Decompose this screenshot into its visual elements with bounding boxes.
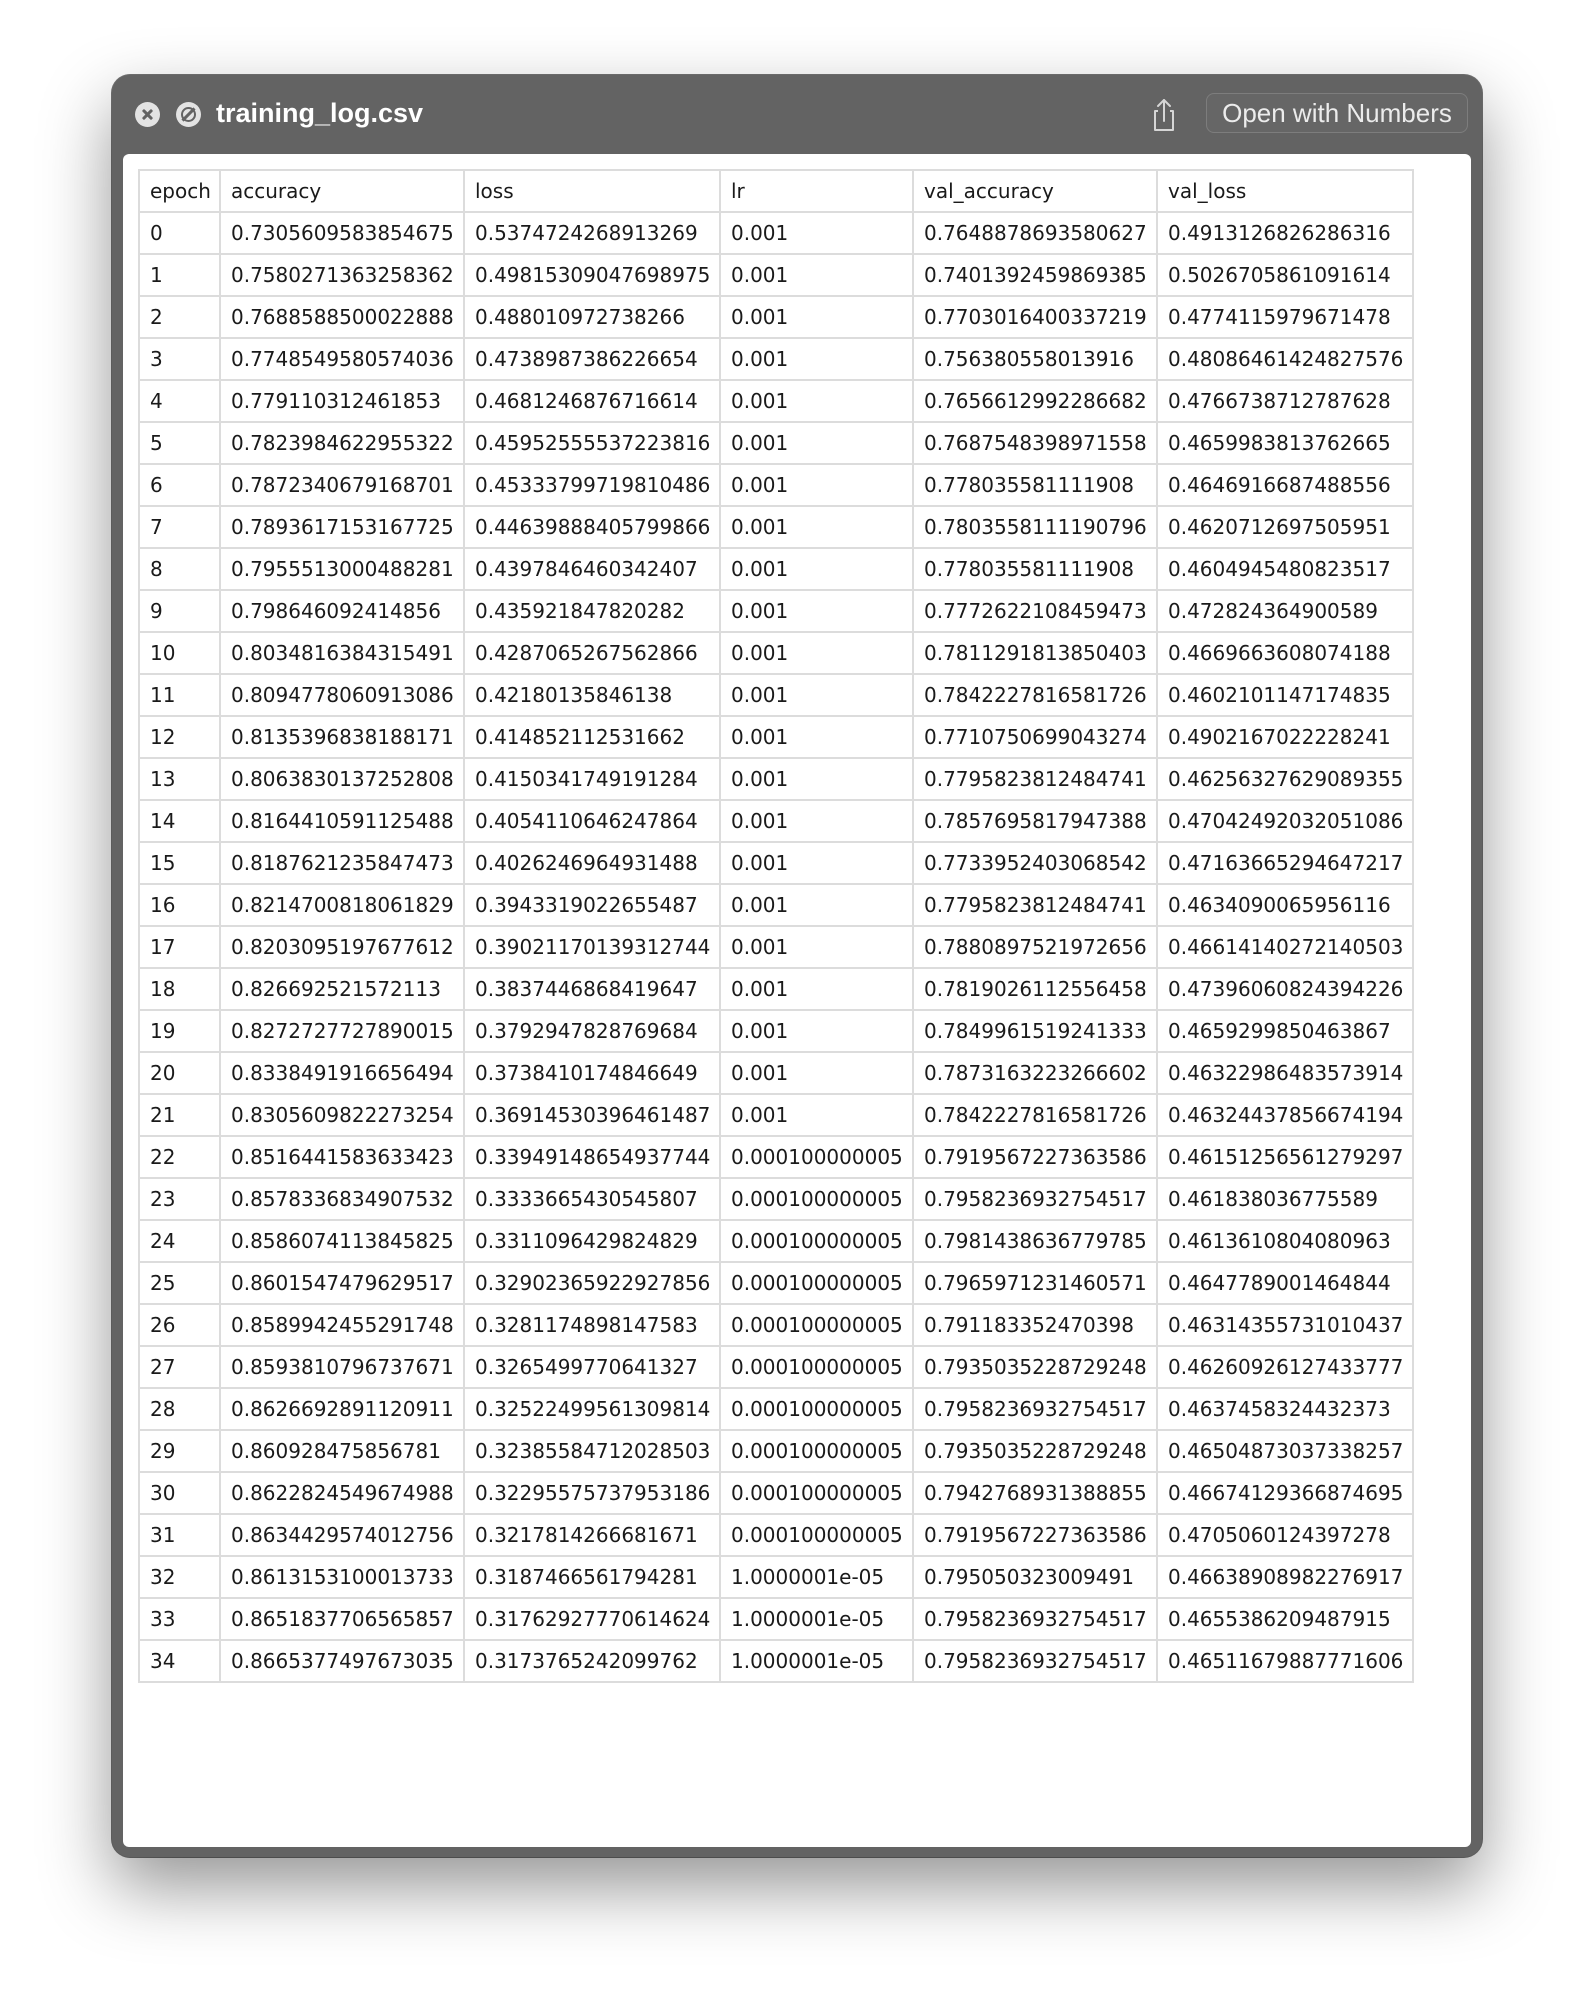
table-cell-val-accuracy: 0.7919567227363586 bbox=[913, 1136, 1157, 1178]
table-cell-val-loss: 0.46638908982276917 bbox=[1157, 1556, 1413, 1598]
table-row bbox=[139, 1220, 1413, 1262]
table-row bbox=[139, 1052, 1413, 1094]
block-icon[interactable] bbox=[176, 102, 201, 127]
table-cell-epoch: 10 bbox=[139, 632, 220, 674]
table-cell-loss: 0.45952555537223816 bbox=[464, 422, 720, 464]
table-cell-accuracy: 0.8187621235847473 bbox=[220, 842, 464, 884]
table-cell-val-accuracy: 0.7772622108459473 bbox=[913, 590, 1157, 632]
table-cell-epoch: 27 bbox=[139, 1346, 220, 1388]
table-cell-val-loss: 0.4766738712787628 bbox=[1157, 380, 1413, 422]
table-cell-val-loss: 0.4637458324432373 bbox=[1157, 1388, 1413, 1430]
table-cell-val-accuracy: 0.7811291813850403 bbox=[913, 632, 1157, 674]
table-cell-loss: 0.414852112531662 bbox=[464, 716, 720, 758]
table-row bbox=[139, 548, 1413, 590]
table-cell-val-accuracy: 0.7703016400337219 bbox=[913, 296, 1157, 338]
table-cell-val-loss: 0.4902167022228241 bbox=[1157, 716, 1413, 758]
table-header-row bbox=[139, 170, 1413, 212]
table-cell-val-accuracy: 0.7857695817947388 bbox=[913, 800, 1157, 842]
table-cell-epoch: 24 bbox=[139, 1220, 220, 1262]
table-row bbox=[139, 422, 1413, 464]
table-cell-epoch: 3 bbox=[139, 338, 220, 380]
table-row bbox=[139, 1094, 1413, 1136]
table-cell-accuracy: 0.8135396838188171 bbox=[220, 716, 464, 758]
table-row bbox=[139, 1178, 1413, 1220]
table-cell-val-accuracy: 0.7942768931388855 bbox=[913, 1472, 1157, 1514]
table-row bbox=[139, 590, 1413, 632]
table-cell-val-accuracy: 0.7842227816581726 bbox=[913, 674, 1157, 716]
table-cell-loss: 0.4054110646247864 bbox=[464, 800, 720, 842]
table-cell-accuracy: 0.8593810796737671 bbox=[220, 1346, 464, 1388]
table-cell-accuracy: 0.8094778060913086 bbox=[220, 674, 464, 716]
table-cell-loss: 0.3792947828769684 bbox=[464, 1010, 720, 1052]
table-cell-accuracy: 0.798646092414856 bbox=[220, 590, 464, 632]
table-cell-val-accuracy: 0.7958236932754517 bbox=[913, 1598, 1157, 1640]
table-cell-val-loss: 0.5026705861091614 bbox=[1157, 254, 1413, 296]
table-row bbox=[139, 758, 1413, 800]
column-header-epoch: epoch bbox=[139, 170, 220, 212]
table-cell-accuracy: 0.8272727727890015 bbox=[220, 1010, 464, 1052]
table-cell-val-accuracy: 0.7803558111190796 bbox=[913, 506, 1157, 548]
table-cell-lr: 0.001 bbox=[720, 254, 913, 296]
table-cell-epoch: 29 bbox=[139, 1430, 220, 1472]
table-cell-accuracy: 0.8622824549674988 bbox=[220, 1472, 464, 1514]
table-cell-val-loss: 0.4655386209487915 bbox=[1157, 1598, 1413, 1640]
table-cell-val-loss: 0.4647789001464844 bbox=[1157, 1262, 1413, 1304]
table-cell-val-loss: 0.46151256561279297 bbox=[1157, 1136, 1413, 1178]
table-cell-loss: 0.3173765242099762 bbox=[464, 1640, 720, 1682]
table-cell-lr: 1.0000001e-05 bbox=[720, 1556, 913, 1598]
table-cell-val-loss: 0.47042492032051086 bbox=[1157, 800, 1413, 842]
table-cell-epoch: 21 bbox=[139, 1094, 220, 1136]
title-bar bbox=[112, 75, 1482, 151]
table-cell-lr: 0.001 bbox=[720, 506, 913, 548]
table-cell-accuracy: 0.8586074113845825 bbox=[220, 1220, 464, 1262]
table-cell-loss: 0.42180135846138 bbox=[464, 674, 720, 716]
table-row bbox=[139, 1472, 1413, 1514]
table-cell-loss: 0.32522499561309814 bbox=[464, 1388, 720, 1430]
table-row bbox=[139, 1430, 1413, 1472]
table-cell-val-accuracy: 0.7687548398971558 bbox=[913, 422, 1157, 464]
table-cell-accuracy: 0.7580271363258362 bbox=[220, 254, 464, 296]
table-cell-val-loss: 0.472824364900589 bbox=[1157, 590, 1413, 632]
table-cell-accuracy: 0.8338491916656494 bbox=[220, 1052, 464, 1094]
table-cell-val-loss: 0.4646916687488556 bbox=[1157, 464, 1413, 506]
data-table bbox=[138, 169, 1414, 1683]
table-cell-lr: 0.001 bbox=[720, 716, 913, 758]
table-cell-val-accuracy: 0.756380558013916 bbox=[913, 338, 1157, 380]
table-cell-val-loss: 0.4659983813762665 bbox=[1157, 422, 1413, 464]
table-cell-val-loss: 0.4634090065956116 bbox=[1157, 884, 1413, 926]
table-cell-epoch: 9 bbox=[139, 590, 220, 632]
table-cell-loss: 0.5374724268913269 bbox=[464, 212, 720, 254]
table-cell-accuracy: 0.7823984622955322 bbox=[220, 422, 464, 464]
table-cell-accuracy: 0.8063830137252808 bbox=[220, 758, 464, 800]
column-header-val-accuracy: val_accuracy bbox=[913, 170, 1157, 212]
table-cell-val-accuracy: 0.7919567227363586 bbox=[913, 1514, 1157, 1556]
table-cell-lr: 0.000100000005 bbox=[720, 1136, 913, 1178]
table-row bbox=[139, 1346, 1413, 1388]
table-cell-val-accuracy: 0.7733952403068542 bbox=[913, 842, 1157, 884]
table-cell-lr: 0.001 bbox=[720, 422, 913, 464]
table-cell-lr: 0.000100000005 bbox=[720, 1388, 913, 1430]
table-cell-accuracy: 0.8626692891120911 bbox=[220, 1388, 464, 1430]
table-cell-lr: 0.001 bbox=[720, 800, 913, 842]
table-cell-epoch: 33 bbox=[139, 1598, 220, 1640]
table-cell-val-accuracy: 0.7958236932754517 bbox=[913, 1178, 1157, 1220]
table-cell-accuracy: 0.8516441583633423 bbox=[220, 1136, 464, 1178]
table-cell-loss: 0.32902365922927856 bbox=[464, 1262, 720, 1304]
table-cell-loss: 0.31762927770614624 bbox=[464, 1598, 720, 1640]
table-cell-val-accuracy: 0.7958236932754517 bbox=[913, 1640, 1157, 1682]
table-cell-accuracy: 0.8665377497673035 bbox=[220, 1640, 464, 1682]
table-row bbox=[139, 968, 1413, 1010]
table-cell-loss: 0.488010972738266 bbox=[464, 296, 720, 338]
table-cell-epoch: 34 bbox=[139, 1640, 220, 1682]
table-row bbox=[139, 800, 1413, 842]
table-cell-epoch: 17 bbox=[139, 926, 220, 968]
table-cell-loss: 0.44639888405799866 bbox=[464, 506, 720, 548]
table-cell-val-loss: 0.46324437856674194 bbox=[1157, 1094, 1413, 1136]
open-with-numbers-button[interactable]: Open with Numbers bbox=[1206, 93, 1468, 133]
table-cell-epoch: 31 bbox=[139, 1514, 220, 1556]
table-cell-loss: 0.3311096429824829 bbox=[464, 1220, 720, 1262]
table-cell-accuracy: 0.860928475856781 bbox=[220, 1430, 464, 1472]
table-cell-val-accuracy: 0.778035581111908 bbox=[913, 548, 1157, 590]
table-cell-val-loss: 0.4659299850463867 bbox=[1157, 1010, 1413, 1052]
table-cell-loss: 0.3265499770641327 bbox=[464, 1346, 720, 1388]
table-row bbox=[139, 632, 1413, 674]
table-cell-epoch: 12 bbox=[139, 716, 220, 758]
table-cell-epoch: 15 bbox=[139, 842, 220, 884]
table-cell-loss: 0.49815309047698975 bbox=[464, 254, 720, 296]
table-row bbox=[139, 1304, 1413, 1346]
table-cell-epoch: 28 bbox=[139, 1388, 220, 1430]
table-cell-lr: 0.001 bbox=[720, 632, 913, 674]
table-row bbox=[139, 674, 1413, 716]
table-cell-epoch: 14 bbox=[139, 800, 220, 842]
table-cell-val-loss: 0.4604945480823517 bbox=[1157, 548, 1413, 590]
table-cell-accuracy: 0.8589942455291748 bbox=[220, 1304, 464, 1346]
window-title: training_log.csv bbox=[216, 98, 424, 128]
table-cell-accuracy: 0.7305609583854675 bbox=[220, 212, 464, 254]
table-cell-accuracy: 0.7748549580574036 bbox=[220, 338, 464, 380]
table-cell-lr: 0.000100000005 bbox=[720, 1514, 913, 1556]
table-cell-epoch: 5 bbox=[139, 422, 220, 464]
table-cell-accuracy: 0.8203095197677612 bbox=[220, 926, 464, 968]
table-cell-epoch: 22 bbox=[139, 1136, 220, 1178]
table-cell-val-accuracy: 0.7710750699043274 bbox=[913, 716, 1157, 758]
table-cell-lr: 0.000100000005 bbox=[720, 1472, 913, 1514]
table-cell-val-accuracy: 0.7795823812484741 bbox=[913, 884, 1157, 926]
table-cell-lr: 0.001 bbox=[720, 926, 913, 968]
table-cell-epoch: 32 bbox=[139, 1556, 220, 1598]
table-cell-accuracy: 0.7872340679168701 bbox=[220, 464, 464, 506]
table-cell-val-loss: 0.47163665294647217 bbox=[1157, 842, 1413, 884]
table-cell-loss: 0.3943319022655487 bbox=[464, 884, 720, 926]
table-cell-epoch: 6 bbox=[139, 464, 220, 506]
table-cell-loss: 0.435921847820282 bbox=[464, 590, 720, 632]
table-cell-val-loss: 0.4669663608074188 bbox=[1157, 632, 1413, 674]
table-cell-lr: 0.001 bbox=[720, 842, 913, 884]
table-cell-val-loss: 0.4620712697505951 bbox=[1157, 506, 1413, 548]
table-cell-accuracy: 0.8164410591125488 bbox=[220, 800, 464, 842]
table-cell-accuracy: 0.8601547479629517 bbox=[220, 1262, 464, 1304]
table-cell-loss: 0.45333799719810486 bbox=[464, 464, 720, 506]
table-cell-loss: 0.4026246964931488 bbox=[464, 842, 720, 884]
table-cell-val-accuracy: 0.7656612992286682 bbox=[913, 380, 1157, 422]
table-cell-accuracy: 0.8651837706565857 bbox=[220, 1598, 464, 1640]
table-cell-lr: 0.001 bbox=[720, 380, 913, 422]
table-cell-lr: 0.001 bbox=[720, 758, 913, 800]
table-cell-val-accuracy: 0.791183352470398 bbox=[913, 1304, 1157, 1346]
table-cell-accuracy: 0.8034816384315491 bbox=[220, 632, 464, 674]
table-cell-accuracy: 0.8305609822273254 bbox=[220, 1094, 464, 1136]
table-cell-val-accuracy: 0.795050323009491 bbox=[913, 1556, 1157, 1598]
table-cell-loss: 0.4150341749191284 bbox=[464, 758, 720, 800]
table-cell-lr: 0.001 bbox=[720, 1094, 913, 1136]
table-cell-loss: 0.3217814266681671 bbox=[464, 1514, 720, 1556]
table-cell-val-accuracy: 0.7935035228729248 bbox=[913, 1346, 1157, 1388]
table-cell-val-loss: 0.46314355731010437 bbox=[1157, 1304, 1413, 1346]
table-cell-val-accuracy: 0.7880897521972656 bbox=[913, 926, 1157, 968]
table-cell-accuracy: 0.7955513000488281 bbox=[220, 548, 464, 590]
table-cell-loss: 0.4287065267562866 bbox=[464, 632, 720, 674]
table-cell-val-accuracy: 0.7795823812484741 bbox=[913, 758, 1157, 800]
table-cell-loss: 0.33949148654937744 bbox=[464, 1136, 720, 1178]
table-cell-val-loss: 0.4913126826286316 bbox=[1157, 212, 1413, 254]
table-row bbox=[139, 506, 1413, 548]
table-cell-val-loss: 0.4705060124397278 bbox=[1157, 1514, 1413, 1556]
table-row bbox=[139, 380, 1413, 422]
column-header-accuracy: accuracy bbox=[220, 170, 464, 212]
table-cell-val-accuracy: 0.7873163223266602 bbox=[913, 1052, 1157, 1094]
table-row bbox=[139, 926, 1413, 968]
table-cell-val-loss: 0.46504873037338257 bbox=[1157, 1430, 1413, 1472]
table-cell-loss: 0.3281174898147583 bbox=[464, 1304, 720, 1346]
table-row bbox=[139, 1136, 1413, 1178]
table-row bbox=[139, 716, 1413, 758]
table-cell-accuracy: 0.8613153100013733 bbox=[220, 1556, 464, 1598]
table-cell-epoch: 1 bbox=[139, 254, 220, 296]
table-cell-val-accuracy: 0.7819026112556458 bbox=[913, 968, 1157, 1010]
table-cell-epoch: 7 bbox=[139, 506, 220, 548]
table-cell-val-loss: 0.46256327629089355 bbox=[1157, 758, 1413, 800]
table-cell-val-accuracy: 0.7981438636779785 bbox=[913, 1220, 1157, 1262]
table-cell-epoch: 4 bbox=[139, 380, 220, 422]
column-header-val-loss: val_loss bbox=[1157, 170, 1413, 212]
table-cell-val-loss: 0.47396060824394226 bbox=[1157, 968, 1413, 1010]
table-cell-lr: 0.001 bbox=[720, 212, 913, 254]
table-cell-loss: 0.4681246876716614 bbox=[464, 380, 720, 422]
table-cell-epoch: 16 bbox=[139, 884, 220, 926]
table-cell-lr: 0.001 bbox=[720, 590, 913, 632]
table-cell-val-loss: 0.46322986483573914 bbox=[1157, 1052, 1413, 1094]
table-cell-loss: 0.3333665430545807 bbox=[464, 1178, 720, 1220]
table-cell-epoch: 26 bbox=[139, 1304, 220, 1346]
table-cell-lr: 0.000100000005 bbox=[720, 1304, 913, 1346]
table-cell-lr: 0.000100000005 bbox=[720, 1346, 913, 1388]
table-cell-accuracy: 0.7688588500022888 bbox=[220, 296, 464, 338]
table-cell-loss: 0.36914530396461487 bbox=[464, 1094, 720, 1136]
table-cell-loss: 0.3738410174846649 bbox=[464, 1052, 720, 1094]
table-row bbox=[139, 884, 1413, 926]
table-cell-val-accuracy: 0.7965971231460571 bbox=[913, 1262, 1157, 1304]
table-row bbox=[139, 296, 1413, 338]
table-cell-lr: 0.001 bbox=[720, 296, 913, 338]
table-cell-accuracy: 0.826692521572113 bbox=[220, 968, 464, 1010]
table-cell-epoch: 23 bbox=[139, 1178, 220, 1220]
table-cell-lr: 1.0000001e-05 bbox=[720, 1598, 913, 1640]
column-header-loss: loss bbox=[464, 170, 720, 212]
table-cell-val-loss: 0.46260926127433777 bbox=[1157, 1346, 1413, 1388]
table-cell-loss: 0.32295575737953186 bbox=[464, 1472, 720, 1514]
table-row bbox=[139, 842, 1413, 884]
table-cell-loss: 0.4397846460342407 bbox=[464, 548, 720, 590]
table-cell-lr: 0.001 bbox=[720, 1052, 913, 1094]
table-cell-val-loss: 0.48086461424827576 bbox=[1157, 338, 1413, 380]
table-cell-lr: 0.001 bbox=[720, 968, 913, 1010]
table-row bbox=[139, 1640, 1413, 1682]
table-cell-epoch: 2 bbox=[139, 296, 220, 338]
quicklook-window bbox=[112, 75, 1482, 1857]
table-body bbox=[139, 212, 1413, 1682]
table-cell-val-loss: 0.461838036775589 bbox=[1157, 1178, 1413, 1220]
table-cell-loss: 0.3837446868419647 bbox=[464, 968, 720, 1010]
table-cell-lr: 0.001 bbox=[720, 674, 913, 716]
table-cell-val-loss: 0.46674129366874695 bbox=[1157, 1472, 1413, 1514]
table-cell-val-loss: 0.46614140272140503 bbox=[1157, 926, 1413, 968]
table-cell-loss: 0.4738987386226654 bbox=[464, 338, 720, 380]
table-cell-loss: 0.32385584712028503 bbox=[464, 1430, 720, 1472]
table-cell-loss: 0.3187466561794281 bbox=[464, 1556, 720, 1598]
table-cell-val-loss: 0.4774115979671478 bbox=[1157, 296, 1413, 338]
table-cell-lr: 0.001 bbox=[720, 884, 913, 926]
table-cell-epoch: 8 bbox=[139, 548, 220, 590]
table-row bbox=[139, 1556, 1413, 1598]
table-cell-lr: 0.000100000005 bbox=[720, 1430, 913, 1472]
table-cell-lr: 0.000100000005 bbox=[720, 1220, 913, 1262]
table-cell-epoch: 18 bbox=[139, 968, 220, 1010]
table-row bbox=[139, 254, 1413, 296]
table-cell-val-accuracy: 0.7958236932754517 bbox=[913, 1388, 1157, 1430]
table-cell-accuracy: 0.8214700818061829 bbox=[220, 884, 464, 926]
column-header-lr: lr bbox=[720, 170, 913, 212]
table-cell-epoch: 19 bbox=[139, 1010, 220, 1052]
table-cell-val-accuracy: 0.7842227816581726 bbox=[913, 1094, 1157, 1136]
share-icon[interactable] bbox=[1144, 95, 1184, 135]
table-row bbox=[139, 464, 1413, 506]
table-cell-epoch: 0 bbox=[139, 212, 220, 254]
table-row bbox=[139, 1388, 1413, 1430]
table-cell-val-accuracy: 0.7849961519241333 bbox=[913, 1010, 1157, 1052]
table-cell-val-accuracy: 0.7401392459869385 bbox=[913, 254, 1157, 296]
table-cell-val-loss: 0.4602101147174835 bbox=[1157, 674, 1413, 716]
table-cell-accuracy: 0.8578336834907532 bbox=[220, 1178, 464, 1220]
table-row bbox=[139, 1598, 1413, 1640]
table-cell-val-accuracy: 0.7935035228729248 bbox=[913, 1430, 1157, 1472]
table-cell-val-accuracy: 0.778035581111908 bbox=[913, 464, 1157, 506]
table-cell-lr: 1.0000001e-05 bbox=[720, 1640, 913, 1682]
table-cell-accuracy: 0.8634429574012756 bbox=[220, 1514, 464, 1556]
table-cell-epoch: 25 bbox=[139, 1262, 220, 1304]
table-cell-val-loss: 0.4613610804080963 bbox=[1157, 1220, 1413, 1262]
table-cell-lr: 0.001 bbox=[720, 464, 913, 506]
table-cell-epoch: 13 bbox=[139, 758, 220, 800]
preview-content bbox=[123, 154, 1471, 1847]
close-icon[interactable] bbox=[135, 102, 160, 127]
table-cell-val-accuracy: 0.7648878693580627 bbox=[913, 212, 1157, 254]
table-cell-epoch: 20 bbox=[139, 1052, 220, 1094]
table-cell-lr: 0.001 bbox=[720, 1010, 913, 1052]
table-cell-epoch: 11 bbox=[139, 674, 220, 716]
table-row bbox=[139, 1514, 1413, 1556]
table-cell-lr: 0.001 bbox=[720, 548, 913, 590]
table-cell-lr: 0.000100000005 bbox=[720, 1178, 913, 1220]
table-cell-val-loss: 0.46511679887771606 bbox=[1157, 1640, 1413, 1682]
table-cell-loss: 0.39021170139312744 bbox=[464, 926, 720, 968]
table-cell-lr: 0.001 bbox=[720, 338, 913, 380]
table-cell-lr: 0.000100000005 bbox=[720, 1262, 913, 1304]
table-cell-accuracy: 0.7893617153167725 bbox=[220, 506, 464, 548]
table-cell-epoch: 30 bbox=[139, 1472, 220, 1514]
table-row bbox=[139, 338, 1413, 380]
table-row bbox=[139, 1010, 1413, 1052]
table-row bbox=[139, 1262, 1413, 1304]
table-cell-accuracy: 0.779110312461853 bbox=[220, 380, 464, 422]
table-row bbox=[139, 212, 1413, 254]
